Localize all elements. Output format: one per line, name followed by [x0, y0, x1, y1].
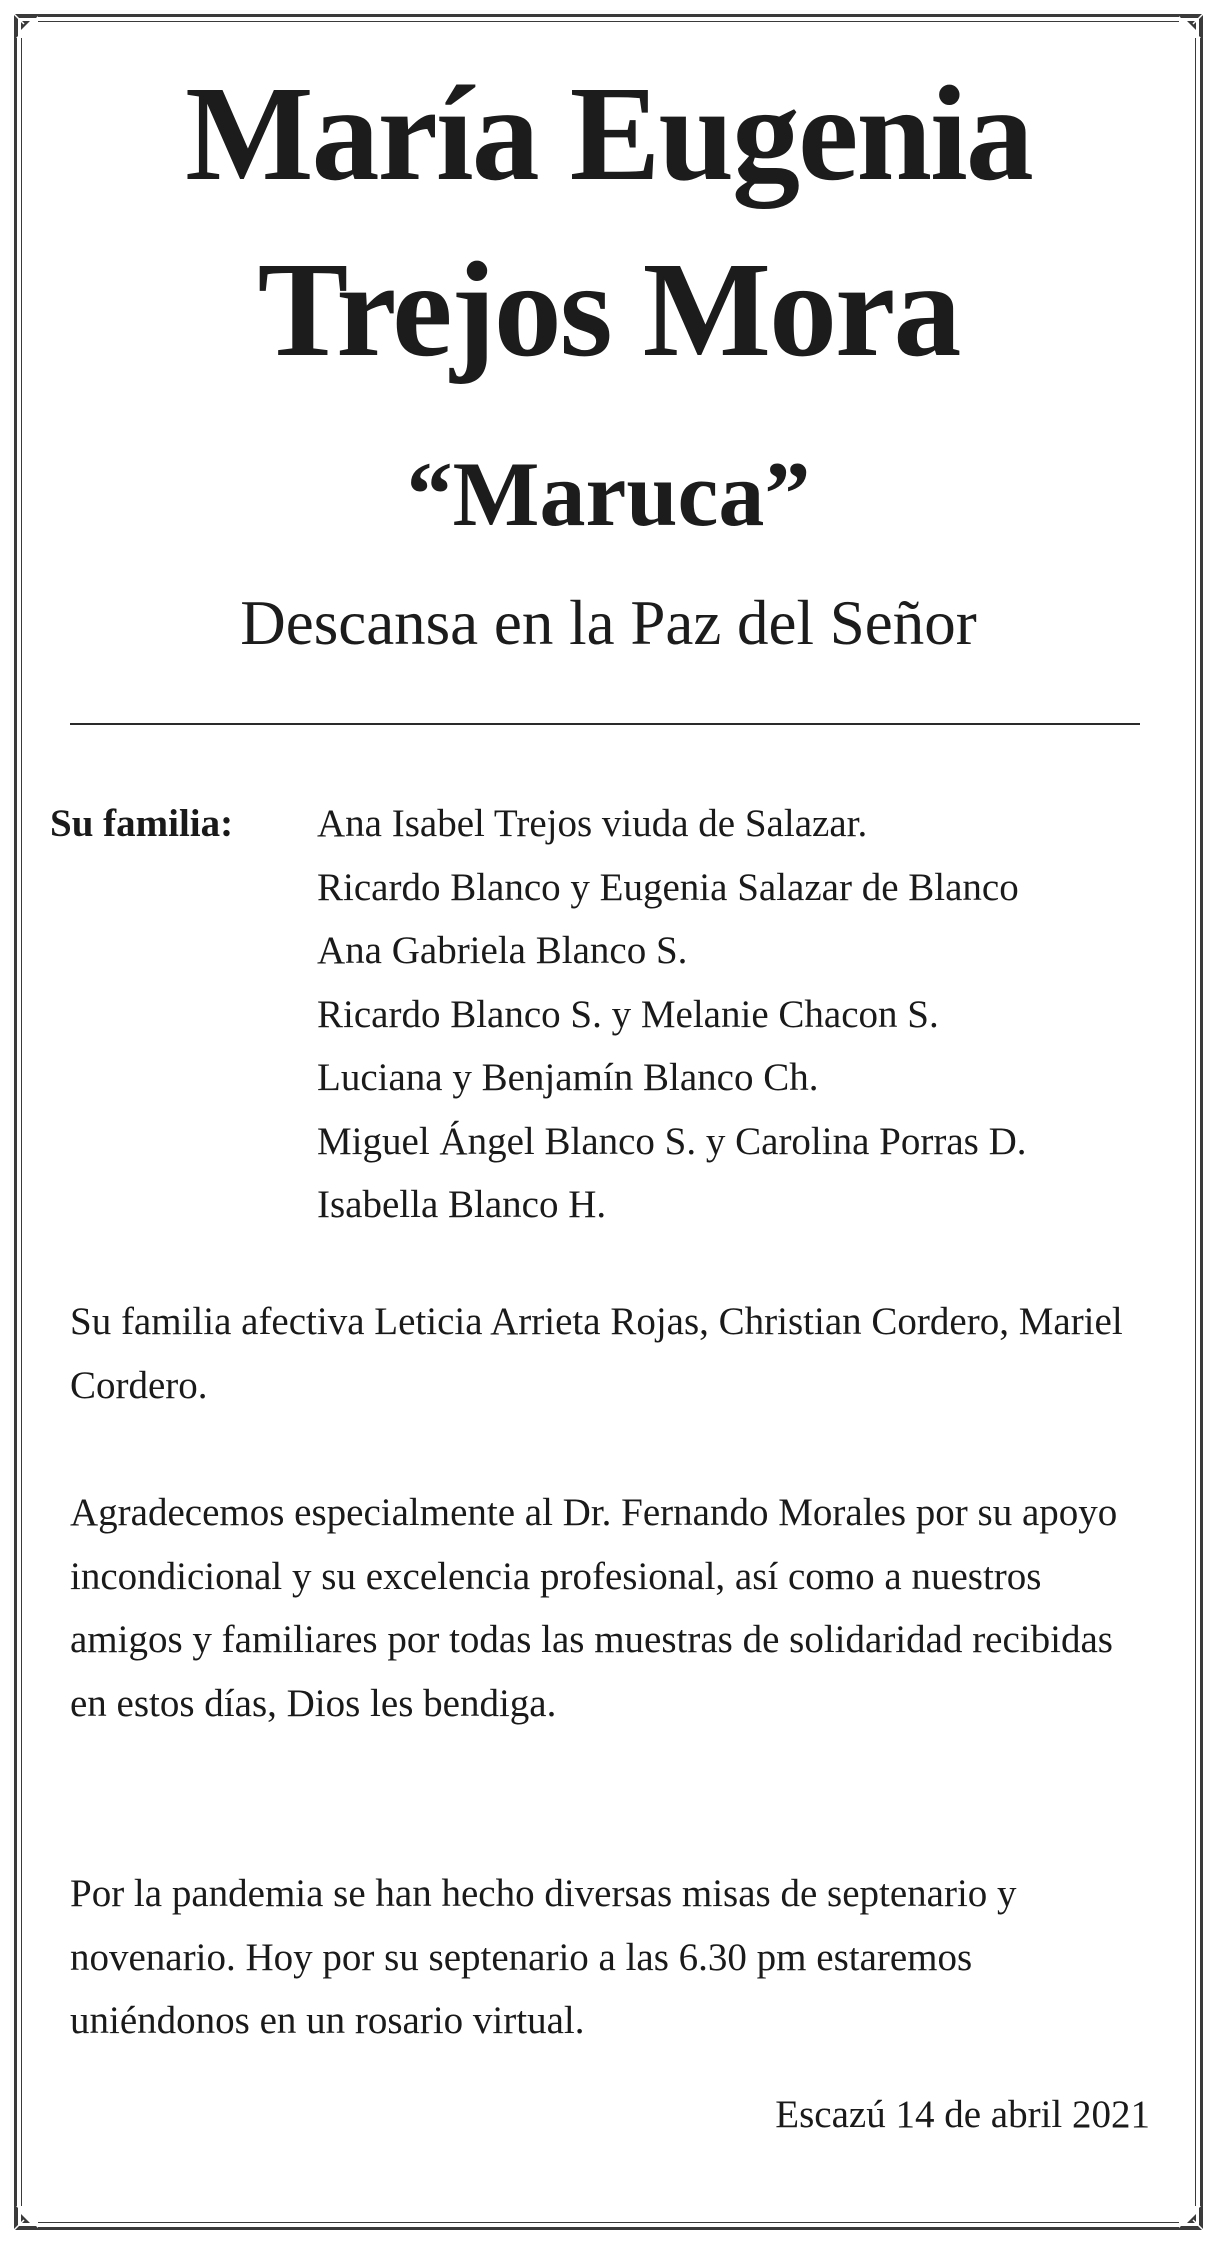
- border-bottom: [38, 2227, 1179, 2230]
- ornamental-corner-icon: [1173, 10, 1207, 44]
- border-top-inner: [38, 21, 1179, 22]
- family-member: Ricardo Blanco S. y Melanie Chacon S.: [317, 992, 939, 1036]
- family-member-list: [317, 792, 1197, 1237]
- ornamental-corner-icon: [1173, 2200, 1207, 2234]
- mass-notice-paragraph: Por la pandemia se han hecho diversas misas de septenario y novenario. Hoy por su septenario a las 6.30 pm estaremos uniéndonos en un rosario virtual.: [70, 1872, 1017, 2042]
- family-member: Ricardo Blanco y Eugenia Salazar de Blanco: [317, 865, 1019, 909]
- deceased-name-line-2: Trejos Mora: [257, 235, 960, 385]
- family-member: Ana Isabel Trejos viuda de Salazar.: [317, 802, 868, 845]
- family-member: Miguel Ángel Blanco S. y Carolina Porras D.: [317, 1119, 1027, 1163]
- ornamental-corner-icon: [10, 10, 44, 44]
- border-bottom-inner: [38, 2222, 1179, 2223]
- affective-family-paragraph: Su familia afectiva Leticia Arrieta Rojas, Christian Cordero, Mariel Cordero.: [70, 1300, 1123, 1407]
- family-member: Luciana y Benjamín Blanco Ch.: [317, 1056, 819, 1099]
- rest-in-peace-subtitle: Descansa en la Paz del Señor: [240, 588, 977, 658]
- border-top: [38, 14, 1179, 17]
- family-member: Ana Gabriela Blanco S.: [317, 929, 688, 972]
- family-label: Su familia:: [50, 802, 234, 845]
- divider: [70, 723, 1140, 725]
- ornamental-corner-icon: [10, 2200, 44, 2234]
- thanks-paragraph: Agradecemos especialmente al Dr. Fernando Morales por su apoyo incondicional y su excelencia profesional, así como a nuestros amigos y familiares por todas las muestras de solidaridad recibidas en estos días, Dios les bendiga.: [70, 1491, 1118, 1725]
- family-member: Isabella Blanco H.: [317, 1183, 607, 1226]
- place-and-date: Escazú 14 de abril 2021: [775, 2093, 1150, 2136]
- deceased-name-line-1: María Eugenia: [185, 59, 1032, 209]
- deceased-nickname: “Maruca”: [406, 443, 811, 545]
